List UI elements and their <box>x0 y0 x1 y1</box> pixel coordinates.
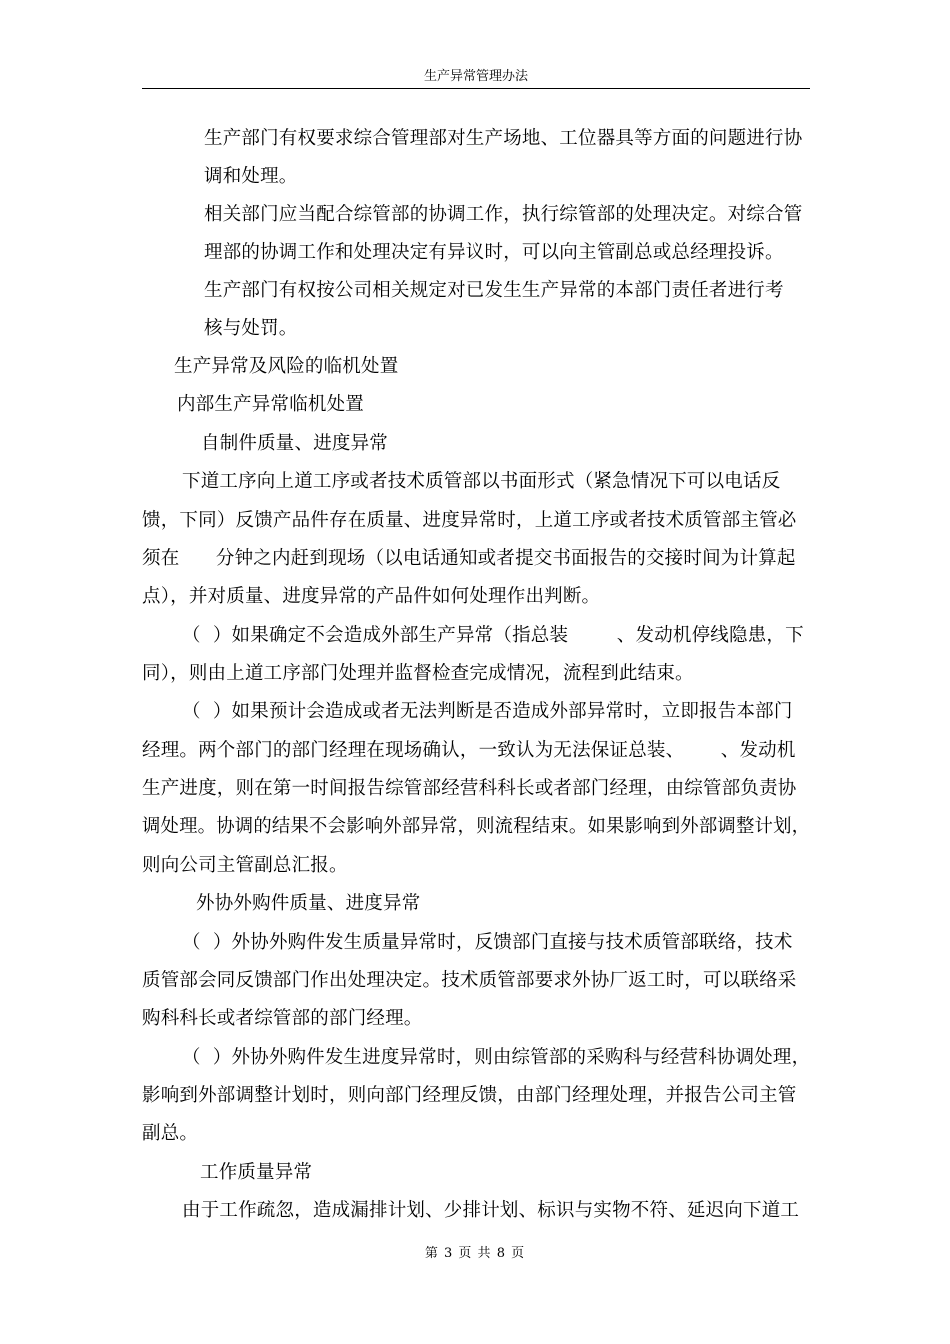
body-line: 生产部门有权按公司相关规定对已发生生产异常的本部门责任者进行考 <box>204 280 784 301</box>
body-line: （ ）如果确定不会造成外部生产异常（指总装 、发动机停线隐患，下 <box>182 625 804 646</box>
subsubsection-heading: 工作质量异常 <box>200 1162 313 1183</box>
body-line: 馈，下同）反馈产品件存在质量、进度异常时，上道工序或者技术质管部主管必 <box>142 510 797 531</box>
body-line: 核与处罚。 <box>204 318 298 339</box>
body-line: 相关部门应当配合综管部的协调工作，执行综管部的处理决定。对综合管 <box>204 204 803 225</box>
body-line: 购科科长或者综管部的部门经理。 <box>142 1008 423 1029</box>
body-line: 须在 分钟之内赶到现场（以电话通知或者提交书面报告的交接时间为计算起 <box>142 548 796 569</box>
body-line: 下道工序向上道工序或者技术质管部以书面形式（紧急情况下可以电话反 <box>182 471 781 492</box>
subsubsection-heading: 外协外购件质量、进度异常 <box>196 893 421 914</box>
body-line: 副总。 <box>142 1123 199 1144</box>
body-line: 点），并对质量、进度异常的产品件如何处理作出判断。 <box>142 586 601 607</box>
body-line: 调处理。协调的结果不会影响外部异常，则流程结束。如果影响到外部调整计划， <box>142 816 811 837</box>
subsection-heading: 内部生产异常临机处置 <box>177 394 365 415</box>
body-line: 由于工作疏忽，造成漏排计划、少排计划、标识与实物不符、延迟向下道工 <box>182 1200 800 1221</box>
body-line: 质管部会同反馈部门作出处理决定。技术质管部要求外协厂返工时，可以联络采 <box>142 970 797 991</box>
page-number: 第 3 页 共 8 页 <box>424 1246 526 1261</box>
body-line: 经理。两个部门的部门经理在现场确认，一致认为无法保证总装、 、发动机 <box>142 740 796 761</box>
body-line: 影响到外部调整计划时，则向部门经理反馈，由部门经理处理，并报告公司主管 <box>142 1085 797 1106</box>
body-line: 调和处理。 <box>204 166 298 187</box>
page-header: 生产异常管理办法 <box>423 69 528 84</box>
body-line: 理部的协调工作和处理决定有异议时，可以向主管副总或总经理投诉。 <box>204 242 784 263</box>
body-line: 生产部门有权要求综合管理部对生产场地、工位器具等方面的问题进行协 <box>204 128 803 149</box>
section-heading: 生产异常及风险的临机处置 <box>174 356 399 377</box>
body-line: 则向公司主管副总汇报。 <box>142 855 348 876</box>
subsubsection-heading: 自制件质量、进度异常 <box>201 433 389 454</box>
body-line: （ ）如果预计会造成或者无法判断是否造成外部异常时，立即报告本部门 <box>182 701 793 722</box>
body-line: 同），则由上道工序部门处理并监督检查完成情况，流程到此结束。 <box>142 663 694 684</box>
header-rule <box>142 88 810 89</box>
body-line: （ ）外协外购件发生进度异常时，则由综管部的采购科与经营科协调处理， <box>182 1047 811 1068</box>
body-line: 生产进度，则在第一时间报告综管部经营科科长或者部门经理，由综管部负责协 <box>142 778 797 799</box>
body-line: （ ）外协外购件发生质量异常时，反馈部门直接与技术质管部联络，技术 <box>182 932 793 953</box>
